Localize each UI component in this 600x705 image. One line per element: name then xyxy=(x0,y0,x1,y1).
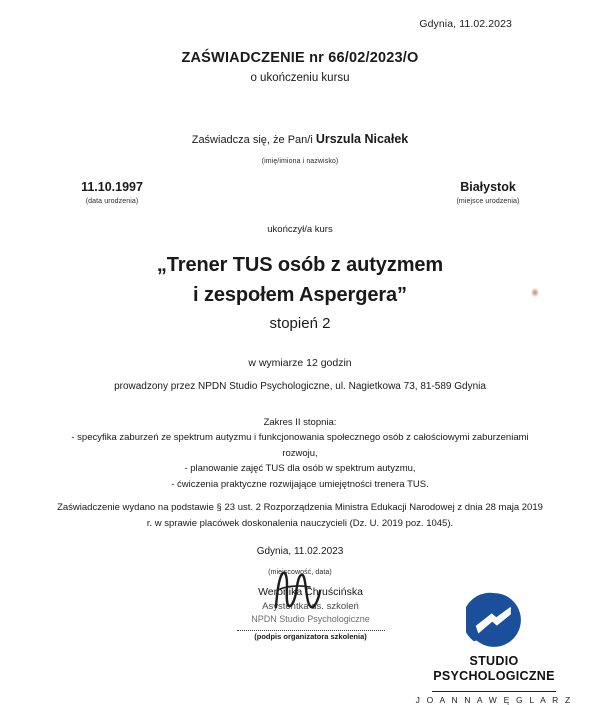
scope-heading: Zakres II stopnia: xyxy=(263,417,337,428)
course-organizer: prowadzony przez NPDN Studio Psychologiczne, ul. Nagietkowa 73, 81-589 Gdynia xyxy=(114,381,486,392)
legal-basis: Zaświadczenie wydano na podstawie § 23 ust. 2 Rozporządzenia Ministra Edukacji Narodowej z dnia 28 maja 2019 r. w sprawie placówek doskonalenia nauczycieli (Dz. U. 2019 poz. 1045). xyxy=(57,502,543,530)
scope-item: - specyfika zaburzeń ze spektrum autyzmu i funkcjonowania społecznego osób z całościowymi zaburzeniami rozwoju, xyxy=(71,432,529,459)
signature-dotted-line xyxy=(237,629,385,631)
birth-date-value: 11.10.1997 xyxy=(81,180,143,194)
birth-place-block xyxy=(310,180,600,205)
recipient-caption: (imię/imiona i nazwisko) xyxy=(261,158,339,165)
document-title: ZAŚWIADCZENIE nr 66/02/2023/O xyxy=(181,50,419,66)
scope-section xyxy=(60,415,540,492)
company-logo xyxy=(408,592,580,705)
logo-name xyxy=(408,654,580,684)
signature-block xyxy=(218,585,403,641)
scan-artifact xyxy=(531,288,539,297)
header-date: Gdynia, 11.02.2023 xyxy=(419,18,512,30)
signature-caption: (podpis organizatora szkolenia) xyxy=(254,631,367,641)
signatory-role: Asystentka ds. szkoleń xyxy=(262,600,359,612)
document-subtitle: o ukończeniu kursu xyxy=(250,72,350,84)
course-title xyxy=(0,250,600,311)
recipient-name: Urszula Nicałek xyxy=(315,132,409,146)
course-title-line-1: „Trener TUS osób z autyzmem xyxy=(156,254,444,276)
scope-item: - ćwiczenia praktyczne rozwijające umiejętności trenera TUS. xyxy=(171,478,429,490)
birth-row xyxy=(0,180,600,205)
recipient-prefix: Zaświadcza się, że Pan/i xyxy=(191,134,313,146)
signatory-organization: NPDN Studio Psychologiczne xyxy=(251,614,370,625)
logo-divider xyxy=(432,691,556,693)
logo-name-line-1: STUDIO xyxy=(469,654,519,668)
footer-place-date: Gdynia, 11.02.2023 xyxy=(256,546,344,557)
course-title-line-2: i zespołem Aspergera” xyxy=(193,284,407,307)
recipient-caption-wrap xyxy=(0,150,600,168)
signatory-name: Weronika Chruścińska xyxy=(258,586,363,598)
course-level: stopień 2 xyxy=(269,315,331,332)
logo-person-name: J O A N N A W Ę G L A R Z xyxy=(415,695,573,705)
logo-name-line-2: PSYCHOLOGICZNE xyxy=(433,668,555,683)
birth-place-value: Białystok xyxy=(460,180,516,194)
birth-date-caption: (data urodzenia) xyxy=(85,197,139,205)
scope-item: - planowanie zajęć TUS dla osób w spektrum autyzmu, xyxy=(184,463,416,475)
birth-place-caption: (miejsce urodzenia) xyxy=(456,197,520,205)
footer-place-date-caption-wrap xyxy=(0,561,600,579)
studio-psychologiczne-logo-icon xyxy=(466,592,522,648)
completed-label: ukończył/a kurs xyxy=(267,224,333,235)
birth-date-block xyxy=(0,180,310,205)
recipient-line xyxy=(0,132,600,146)
footer-place-date-caption: (miejscowość, data) xyxy=(268,569,332,576)
course-hours: w wymiarze 12 godzin xyxy=(248,357,352,369)
